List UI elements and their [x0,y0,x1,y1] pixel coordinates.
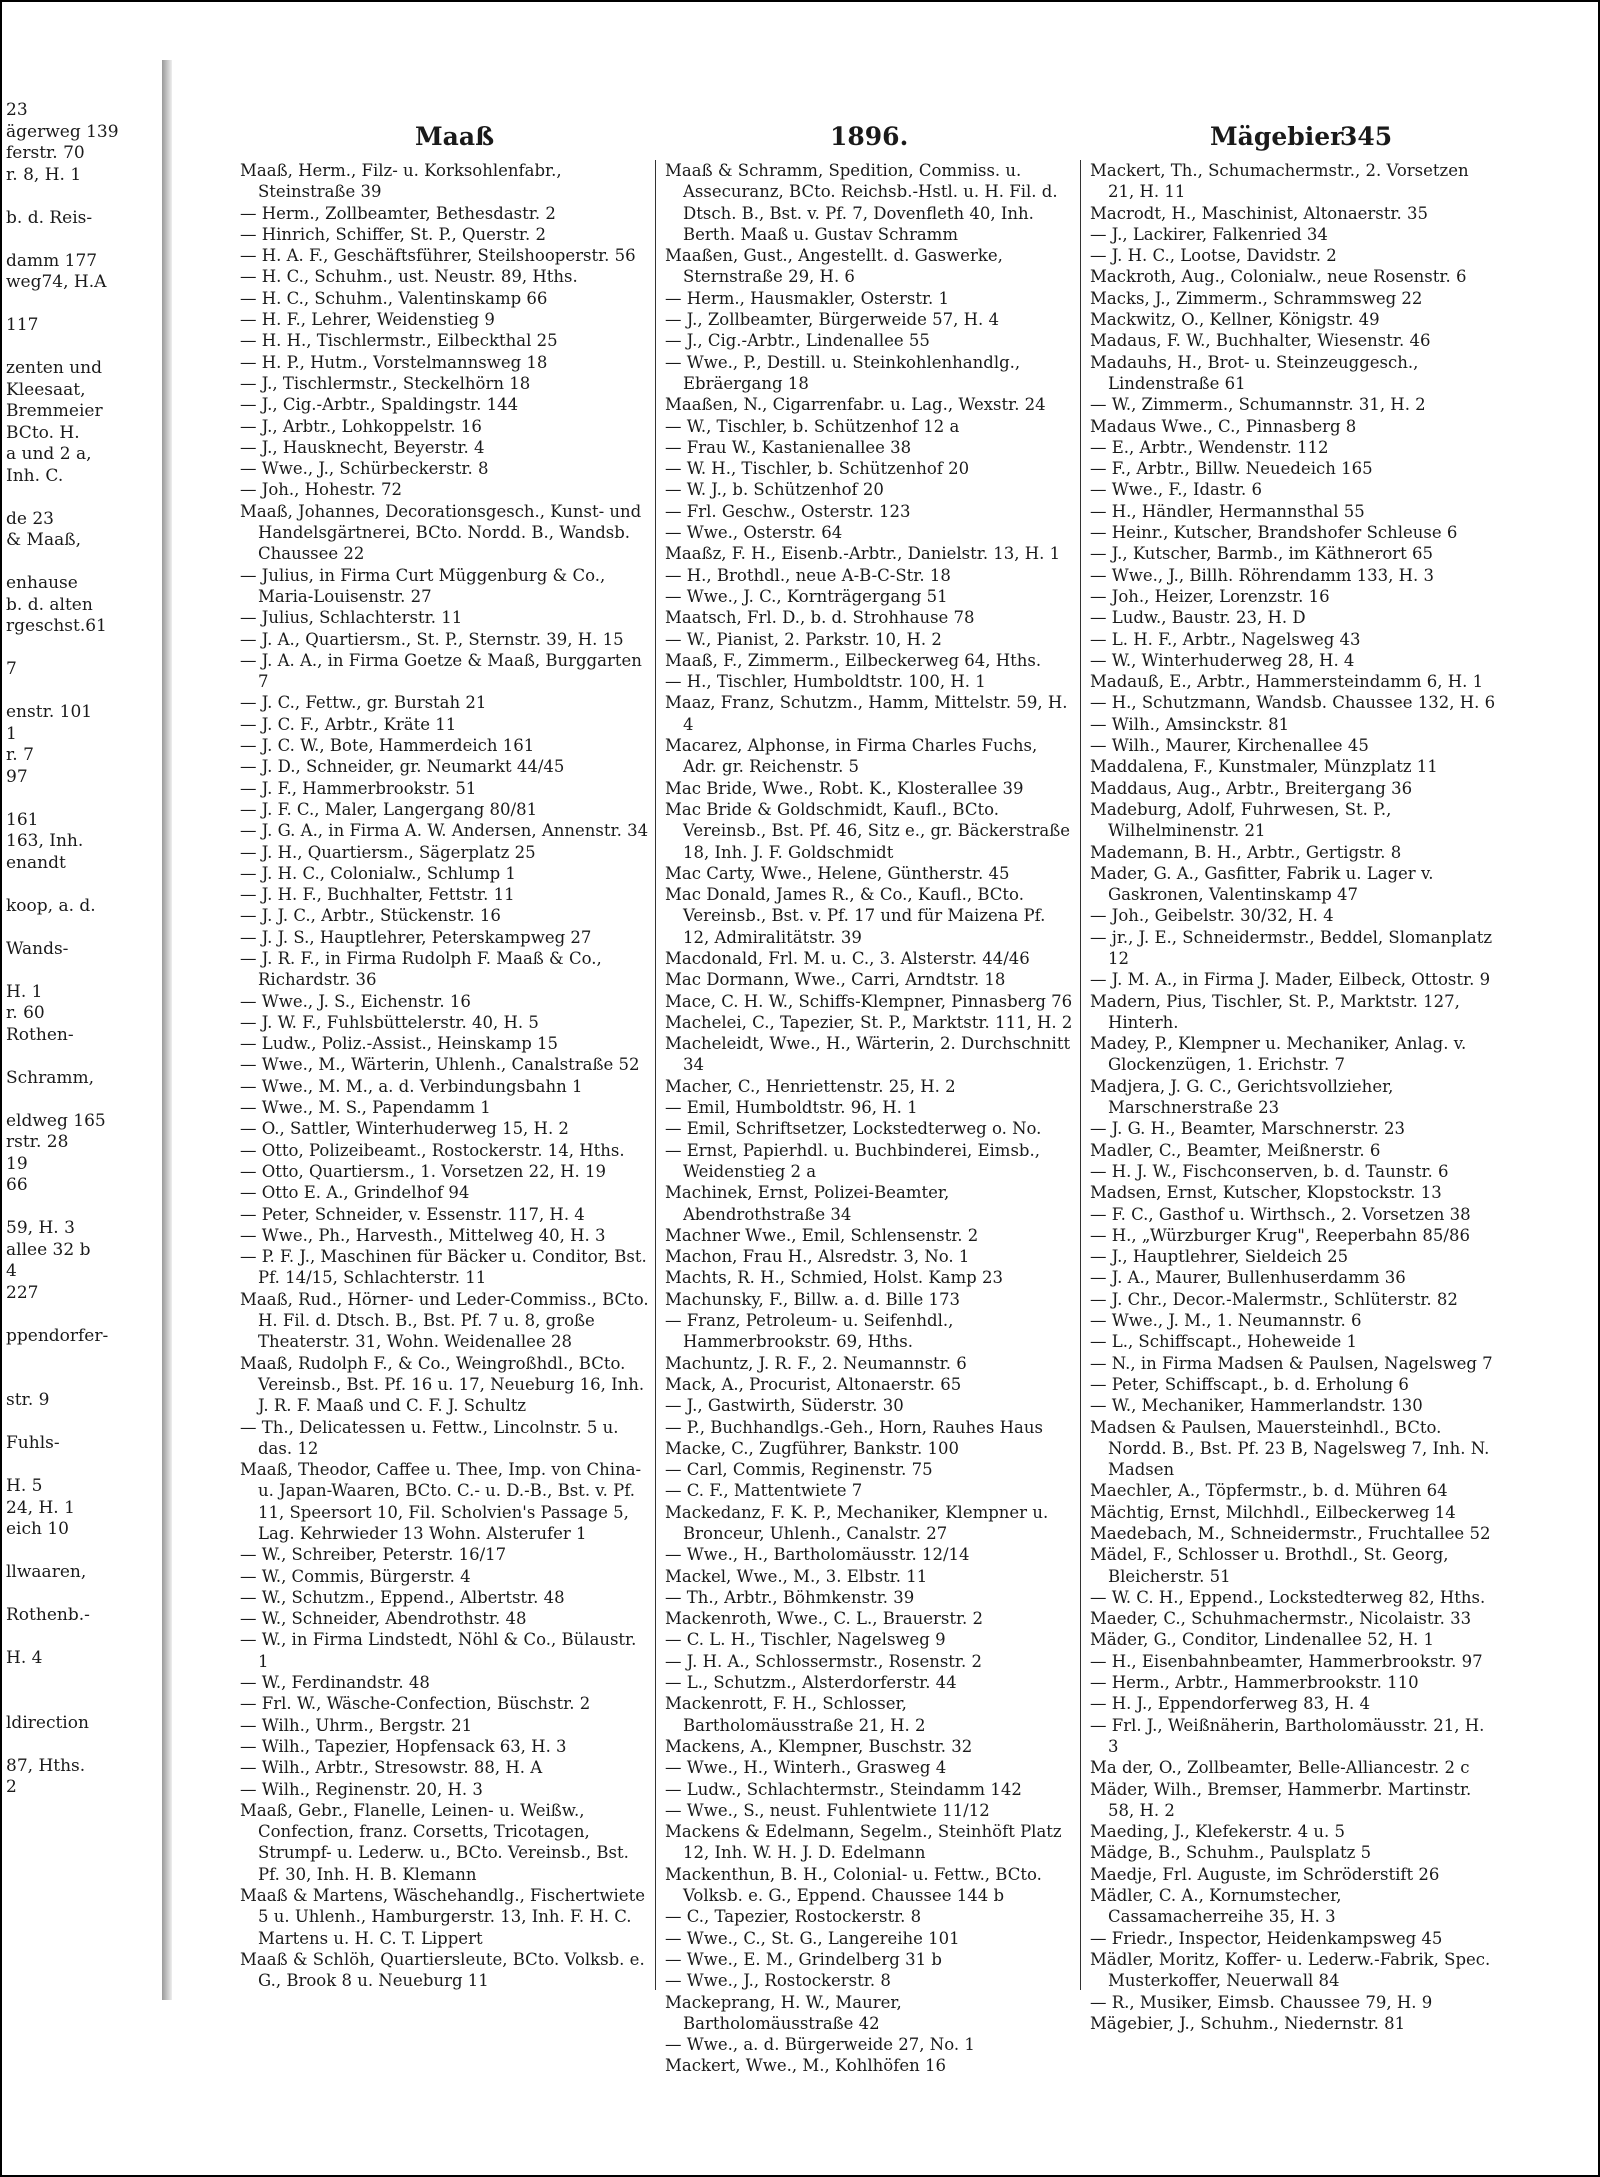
fragment-line [0,1691,162,1713]
directory-entry: Maaßen, N., Cigarrenfabr. u. Lag., Wexstr. 24 [665,395,1046,415]
fragment-line [0,917,162,939]
directory-entry: Maddaus, Aug., Arbtr., Breitergang 36 [1090,778,1413,798]
directory-entry: — Carl, Commis, Reginenstr. 75 [665,1460,933,1480]
directory-entry: — Friedr., Inspector, Heidenkampsweg 45 [1090,1928,1443,1948]
page-number: 345 [1340,122,1393,151]
directory-entry: — J., Kutscher, Barmb., im Käthnerort 65 [1090,544,1434,564]
column-2 [665,160,1075,2076]
directory-entry: — J. W. F., Fuhlsbüttelerstr. 40, H. 5 [240,1012,539,1032]
previous-page-fragment [0,100,165,1980]
directory-entry: Mackenrott, F. H., Schlosser, Bartholomäusstraße 21, H. 2 [665,1694,926,1735]
directory-entry: — J. C. F., Arbtr., Kräte 11 [240,714,457,734]
directory-entry: Mackert, Wwe., M., Kohlhöfen 16 [665,2056,946,2076]
directory-entry: — Hinrich, Schiffer, St. P., Querstr. 2 [240,224,546,244]
directory-entry: — Wwe., H., Bartholomäusstr. 12/14 [665,1545,970,1565]
fragment-line: b. d. Reis- [6,207,93,228]
directory-entry: — Wwe., M., Wärterin, Uhlenh., Canalstraße 52 [240,1055,640,1075]
directory-entry: — Franz, Petroleum- u. Seifenhdl., Hammerbrookstr. 69, Hths. [665,1311,954,1352]
directory-entry: Madler, C., Beamter, Meißnerstr. 6 [1090,1140,1381,1160]
directory-entry: — J. G. A., in Firma A. W. Andersen, Annenstr. 34 [240,821,649,841]
directory-entry: Macks, J., Zimmerm., Schrammsweg 22 [1090,288,1423,308]
directory-entry: — Otto, Quartiersm., 1. Vorsetzen 22, H. 19 [240,1161,607,1181]
directory-entry: — H. J., Eppendorferweg 83, H. 4 [1090,1694,1370,1714]
directory-entry: Macheleidt, Wwe., H., Wärterin, 2. Durchschnitt 34 [665,1034,1071,1075]
directory-entry: — Ludw., Poliz.-Assist., Heinskamp 15 [240,1034,558,1054]
directory-entry: — W. J., b. Schützenhof 20 [665,480,884,500]
directory-entry: — Wwe., Ph., Harvesth., Mittelweg 40, H. 3 [240,1225,606,1245]
directory-entry: — J., Tischlermstr., Steckelhörn 18 [240,373,531,393]
directory-entry: Mac Bride, Wwe., Robt. K., Klosterallee 39 [665,778,1024,798]
directory-entry: — J. F. C., Maler, Langergang 80/81 [240,799,538,819]
directory-entry: Maddalena, F., Kunstmaler, Münzplatz 11 [1090,757,1438,777]
directory-entry: Mac Dormann, Wwe., Carri, Arndtstr. 18 [665,970,1006,990]
fragment-line: Schramm, [6,1067,95,1088]
directory-entry: Macke, C., Zugführer, Bankstr. 100 [665,1438,959,1458]
fragment-line: 23 [6,100,28,120]
directory-entry: — J., Cig.-Arbtr., Spaldingstr. 144 [240,395,519,415]
directory-entry: — H. C., Schuhm., Valentinskamp 66 [240,288,548,308]
directory-entry: Madsen & Paulsen, Mauersteinhdl., BCto. Nordd. B., Bst. Pf. 23 B, Nagelsweg 7, Inh. N. Madsen [1090,1417,1490,1480]
directory-entry: Mäder, Wilh., Bremser, Hammerbr. Martinstr. 58, H. 2 [1090,1779,1472,1820]
directory-entry: Maaß, Herm., Filz- u. Korksohlenfabr., Steinstraße 39 [240,161,562,202]
directory-entry: — W., Mechaniker, Hammerlandstr. 130 [1090,1396,1423,1416]
directory-entry: Maedje, Frl. Auguste, im Schröderstift 26 [1090,1864,1440,1884]
directory-entry: — P. F. J., Maschinen für Bäcker u. Conditor, Bst. Pf. 14/15, Schlachterstr. 11 [240,1247,647,1288]
directory-entry: — Wwe., J., Rostockerstr. 8 [665,1971,891,1991]
fragment-line [0,874,162,896]
directory-entry: — Wwe., S., neust. Fuhlentwiete 11/12 [665,1800,990,1820]
directory-entry: — Peter, Schneider, v. Essenstr. 117, H. 4 [240,1204,585,1224]
directory-entry: Machelei, C., Tapezier, St. P., Marktstr. 111, H. 2 [665,1012,1073,1032]
directory-entry: Macher, C., Henriettenstr. 25, H. 2 [665,1076,956,1096]
fragment-line: rstr. 28 [6,1132,69,1152]
fragment-line: 59, H. 3 [6,1218,75,1238]
fragment-line: weg74, H.A [6,272,107,292]
directory-entry: — W. H., Tischler, b. Schützenhof 20 [665,459,970,479]
directory-entry: Madsen, Ernst, Kutscher, Klopstockstr. 13 [1090,1183,1442,1203]
directory-entry: — J. C. W., Bote, Hammerdeich 161 [240,736,535,756]
directory-entry: — Frl. W., Wäsche-Confection, Büschstr. 2 [240,1694,591,1714]
directory-entry: Mackwitz, O., Kellner, Königstr. 49 [1090,310,1380,330]
directory-entry: Maedebach, M., Schneidermstr., Fruchtallee 52 [1090,1524,1491,1543]
directory-entry: Macdonald, Frl. M. u. C., 3. Alsterstr. 44/46 [665,948,1030,968]
directory-entry: — Herm., Hausmakler, Osterstr. 1 [665,288,950,308]
directory-entry: Mackenthun, B. H., Colonial- u. Fettw., BCto. Volksb. e. G., Eppend. Chaussee 144 b [665,1864,1042,1906]
directory-entry: — W., Ferdinandstr. 48 [240,1673,430,1693]
directory-entry: — H. H., Tischlermstr., Eilbeckthal 25 [240,331,558,351]
directory-entry: Ma der, O., Zollbeamter, Belle-Alliancestr. 2 c [1090,1758,1470,1778]
directory-entry: — J. Chr., Decor.-Malermstr., Schlüterstr. 82 [1090,1289,1458,1309]
fragment-line: 117 [6,315,39,335]
directory-entry: — Julius, in Firma Curt Müggenburg & Co., Maria-Louisenstr. 27 [240,565,606,606]
directory-entry: — Joh., Hohestr. 72 [240,480,403,500]
fragment-line [0,1347,162,1369]
directory-entry: — J., Hausknecht, Beyerstr. 4 [240,437,485,457]
directory-entry: Machinek, Ernst, Polizei-Beamter, Abendrothstraße 34 [665,1183,950,1224]
directory-entry: — J. R. F., in Firma Rudolph F. Maaß & Co., Richardstr. 36 [240,948,602,990]
directory-entry: — P., Buchhandlgs.-Geh., Horn, Rauhes Haus [665,1417,1043,1437]
directory-entry: — J. H., Quartiersm., Sägerplatz 25 [240,842,536,862]
fragment-line: r. 60 [6,1003,45,1023]
header-year: 1896. [830,122,909,151]
directory-entry: Maaß, F., Zimmerm., Eilbeckerweg 64, Hths. [665,650,1042,670]
directory-entry: — J. J. S., Hauptlehrer, Peterskampweg 27 [240,927,592,947]
fragment-line [0,229,162,251]
directory-entry: Maeder, C., Schuhmachermstr., Nicolaistr. 33 [1090,1609,1472,1629]
directory-entry: — J., Hauptlehrer, Sieldeich 25 [1090,1247,1349,1267]
directory-entry: — Herm., Arbtr., Hammerbrookstr. 110 [1090,1673,1419,1693]
directory-entry: Mackel, Wwe., M., 3. Elbstr. 11 [665,1566,928,1586]
directory-entry: — Wwe., J. M., 1. Neumannstr. 6 [1090,1311,1362,1331]
fragment-line: ferstr. 70 [6,143,85,163]
directory-entry: — J., Gastwirth, Süderstr. 30 [665,1396,904,1416]
fragment-line: koop, a. d. [6,895,96,916]
directory-entry: Macarez, Alphonse, in Firma Charles Fuchs, Adr. gr. Reichenstr. 5 [665,736,1038,777]
directory-entry: — W., Tischler, b. Schützenhof 12 a [665,416,960,436]
directory-entry: — Ludw., Schlachtermstr., Steindamm 142 [665,1779,1022,1799]
directory-entry: — Wilh., Tapezier, Hopfensack 63, H. 3 [240,1736,567,1756]
directory-entry: — Wwe., H., Winterh., Grasweg 4 [665,1758,947,1778]
fragment-line: llwaaren, [6,1562,87,1582]
directory-entry: Madey, P., Klempner u. Mechaniker, Anlag. v. Glockenzügen, 1. Erichstr. 7 [1090,1034,1467,1075]
directory-entry: — J., Zollbeamter, Bürgerweide 57, H. 4 [665,310,999,330]
directory-entry: — H. P., Hutm., Vorstelmannsweg 18 [240,352,548,372]
directory-entry: — Wwe., P., Destill. u. Steinkohlenhandlg., Ebräergang 18 [665,352,1021,393]
column-3 [1090,160,1500,2033]
directory-entry: Maaß & Schlöh, Quartiersleute, BCto. Volksb. e. G., Brook 8 u. Neueburg 11 [240,1949,645,1991]
directory-entry: — Emil, Humboldtstr. 96, H. 1 [665,1098,918,1118]
directory-entry: — W., Schneider, Abendrothstr. 48 [240,1609,527,1629]
directory-entry: Mackeprang, H. W., Maurer, Bartholomäusstraße 42 [665,1992,902,2033]
directory-entry: — Wwe., J. C., Kornträgergang 51 [665,586,948,606]
fragment-line: 66 [6,1175,28,1195]
fragment-line: Bremmeier [6,401,103,421]
directory-entry: — W., Commis, Bürgerstr. 4 [240,1566,471,1586]
fragment-line: zenten und [6,358,102,378]
directory-entry: — Joh., Heizer, Lorenzstr. 16 [1090,586,1330,606]
directory-entry: — Wwe., M. S., Papendamm 1 [240,1098,491,1118]
directory-entry: — W., Schutzm., Eppend., Albertstr. 48 [240,1587,565,1607]
directory-entry: Maaß, Theodor, Caffee u. Thee, Imp. von China- u. Japan-Waaren, BCto. C.- u. D.-B., Bst. v. Pf. 11, Speersort 10, Fil. Scholvien's Passage 5, Lag. Kehrwieder 13 Wohn. Alsterufer 1 [240,1460,642,1543]
directory-entry: Mackenroth, Wwe., C. L., Brauerstr. 2 [665,1609,984,1629]
directory-entry: — F., Arbtr., Billw. Neuedeich 165 [1090,459,1373,479]
fragment-line [0,1541,162,1563]
directory-entry: Macrodt, H., Maschinist, Altonaerstr. 35 [1090,203,1428,223]
directory-entry: — Wwe., a. d. Bürgerweide 27, No. 1 [665,2035,975,2055]
directory-entry: — Th., Arbtr., Böhmkenstr. 39 [665,1587,915,1607]
directory-entry: — Frau W., Kastanienallee 38 [665,437,912,457]
fragment-line: & Maaß, [6,530,81,550]
fragment-line [0,552,162,574]
fragment-line [0,1455,162,1477]
directory-entry: Maatsch, Frl. D., b. d. Strohhause 78 [665,608,975,628]
directory-entry: Maaß & Martens, Wäschehandlg., Fischertwiete 5 u. Uhlenh., Hamburgerstr. 13, Inh. F. H. C. Martens u. H. C. T. Lippert [240,1886,645,1948]
directory-entry: Madeburg, Adolf, Fuhrwesen, St. P., Wilhelminenstr. 21 [1090,799,1392,841]
directory-entry: Mader, G. A., Gasfitter, Fabrik u. Lager v. Gaskronen, Valentinskamp 47 [1090,863,1434,905]
page-header [240,122,1540,156]
directory-entry: — Ernst, Papierhdl. u. Buchbinderei, Eimsb., Weidenstieg 2 a [665,1140,1040,1181]
directory-page [240,60,1540,2076]
fragment-line: H. 4 [6,1648,43,1668]
fragment-line: BCto. H. [6,422,80,443]
directory-entry: — Emil, Schriftsetzer, Lockstedterweg o. No. [665,1119,1042,1139]
directory-entry: — H., Tischler, Humboldtstr. 100, H. 1 [665,672,986,692]
fragment-line [0,1369,162,1391]
directory-entry: Machunsky, F., Billw. a. d. Bille 173 [665,1289,961,1309]
directory-entry: Madauhs, H., Brot- u. Steinzeuggesch., Lindenstraße 61 [1090,352,1419,393]
directory-entry: Maaß, Johannes, Decorationsgesch., Kunst- und Handelsgärtnerei, BCto. Nordd. B., Wandsb. Chaussee 22 [240,501,642,564]
directory-entry: — J. H. C., Colonialw., Schlump 1 [240,863,516,883]
fragment-line: 7 [6,659,17,679]
fragment-line: eich 10 [6,1519,70,1539]
header-first-entry: Maaß [415,122,495,151]
directory-entry: — W., Pianist, 2. Parkstr. 10, H. 2 [665,629,942,649]
directory-entry: — E., Arbtr., Wendenstr. 112 [1090,437,1329,457]
fragment-line: ppendorfer- [6,1325,109,1346]
fragment-line: ldirection [6,1712,89,1733]
fragment-line: a und 2 a, [6,444,92,464]
directory-entry: Mädler, Moritz, Koffer- u. Lederw.-Fabrik, Spec. Musterkoffer, Neuerwall 84 [1090,1949,1491,1991]
fragment-line [0,186,162,208]
directory-entry: Madern, Pius, Tischler, St. P., Marktstr. 127, Hinterh. [1090,991,1460,1032]
directory-entry: — W., Zimmerm., Schumannstr. 31, H. 2 [1090,395,1426,415]
directory-entry: — Peter, Schiffscapt., b. d. Erholung 6 [1090,1374,1409,1394]
directory-entry: — Ludw., Baustr. 23, H. D [1090,608,1306,628]
directory-entry: — W., in Firma Lindstedt, Nöhl & Co., Bülaustr. 1 [240,1630,637,1671]
fragment-line: 161 [6,809,39,830]
directory-entry: Machuntz, J. R. F., 2. Neumannstr. 6 [665,1353,967,1373]
fragment-line [0,681,162,703]
fragment-line: Kleesaat, [6,379,86,400]
directory-entry: — Wwe., Osterstr. 64 [665,523,843,543]
directory-entry: — W., Winterhuderweg 28, H. 4 [1090,650,1355,670]
directory-entry: Maaß, Rud., Hörner- und Leder-Commiss., BCto. H. Fil. d. Dtsch. B., Bst. Pf. 7 u. 8, große Theaterstr. 31, Wohn. Weidenallee 28 [240,1289,649,1352]
directory-entry: — W. C. H., Eppend., Lockstedterweg 82, Hths. [1090,1587,1486,1607]
directory-entry: — Wwe., J., Billh. Röhrendamm 133, H. 3 [1090,565,1435,585]
directory-entry: — Wilh., Amsinckstr. 81 [1090,714,1290,734]
directory-entry: Madaus, F. W., Buchhalter, Wiesenstr. 46 [1090,331,1431,351]
fragment-line [0,1412,162,1434]
directory-entry: Mädel, F., Schlosser u. Brothdl., St. Georg, Bleicherstr. 51 [1090,1545,1449,1586]
column-1 [240,160,650,2000]
fragment-line: enstr. 101 [6,702,93,722]
column-divider [655,160,656,1990]
directory-entry: — Frl. J., Weißnäherin, Bartholomäusstr. 21, H. 3 [1090,1715,1485,1756]
fragment-line: 24, H. 1 [6,1497,75,1518]
directory-entry: Machner Wwe., Emil, Schlensenstr. 2 [665,1225,979,1245]
directory-entry: — Wwe., J. S., Eichenstr. 16 [240,991,471,1011]
fragment-line [0,487,162,509]
directory-entry: Mack, A., Procurist, Altonaerstr. 65 [665,1374,962,1394]
fragment-line: r. 8, H. 1 [6,164,82,185]
fragment-line: 97 [6,766,28,787]
directory-entry: — H. J. W., Fischconserven, b. d. Taunstr. 6 [1090,1161,1449,1181]
fragment-line: 1 [6,723,17,744]
directory-entry: Mackert, Th., Schumachermstr., 2. Vorsetzen 21, H. 11 [1090,161,1469,202]
directory-entry: — J., Arbtr., Lohkoppelstr. 16 [240,416,482,436]
directory-entry: Madauß, E., Arbtr., Hammersteindamm 6, H. 1 [1090,672,1484,692]
directory-entry: — H., Schutzmann, Wandsb. Chaussee 132, H. 6 [1090,693,1496,713]
directory-entry: — J. A., Quartiersm., St. P., Sternstr. 39, H. 15 [240,629,624,649]
directory-entry: Machon, Frau H., Alsredstr. 3, No. 1 [665,1247,970,1267]
directory-entry: — C., Tapezier, Rostockerstr. 8 [665,1907,922,1927]
fragment-line [0,1734,162,1756]
directory-entry: Madaus Wwe., C., Pinnasberg 8 [1090,416,1357,436]
fragment-line [0,337,162,359]
fragment-line: Rothen- [6,1024,74,1045]
directory-entry: Mädler, C. A., Kornumstecher, Cassamacherreihe 35, H. 3 [1090,1886,1342,1927]
directory-entry: Mac Carty, Wwe., Helene, Güntherstr. 45 [665,863,1010,883]
directory-entry: — Julius, Schlachterstr. 11 [240,608,463,628]
directory-entry: — O., Sattler, Winterhuderweg 15, H. 2 [240,1119,569,1139]
fragment-line [0,638,162,660]
directory-entry: — Wwe., E. M., Grindelberg 31 b [665,1949,942,1969]
directory-entry: — H. F., Lehrer, Weidenstieg 9 [240,310,495,330]
directory-entry: — J., Lackirer, Falkenried 34 [1090,224,1328,244]
directory-entry: Mackens & Edelmann, Segelm., Steinhöft Platz 12, Inh. W. H. J. D. Edelmann [665,1822,1062,1863]
fragment-line: eldweg 165 [6,1110,106,1131]
fragment-line: r. 7 [6,745,34,765]
directory-entry: — Wwe., F., Idastr. 6 [1090,480,1263,500]
directory-entry: — J. A. A., in Firma Goetze & Maaß, Burggarten 7 [240,650,642,692]
fragment-line [0,294,162,316]
fragment-line: rgeschst.61 [6,616,107,636]
fragment-line [0,1089,162,1111]
directory-entry: Maaßen, Gust., Angestellt. d. Gaswerke, Sternstraße 29, H. 6 [665,246,1003,287]
directory-entry: — H., Brothdl., neue A-B-C-Str. 18 [665,565,951,585]
directory-entry: Maeding, J., Klefekerstr. 4 u. 5 [1090,1822,1345,1842]
fragment-line [0,1584,162,1606]
fragment-line: H. 5 [6,1476,43,1496]
fragment-line: Wands- [6,938,69,959]
directory-entry: Mac Donald, James R., & Co., Kaufl., BCto. Vereinsb., Bst. v. Pf. 17 und für Maizena Pf. 12, Admiralitätstr. 39 [665,885,1046,947]
directory-entry: — Th., Delicatessen u. Fettw., Lincolnstr. 5 u. das. 12 [240,1417,619,1458]
directory-entry: — H., Eisenbahnbeamter, Hammerbrookstr. 97 [1090,1651,1483,1671]
book-gutter [162,60,172,2000]
directory-entry: — H. A. F., Geschäftsführer, Steilshooperstr. 56 [240,246,636,266]
fragment-line: 19 [6,1153,28,1174]
fragment-line: de 23 [6,508,54,529]
directory-entry: — Wwe., J., Schürbeckerstr. 8 [240,459,489,479]
directory-entry: — J. D., Schneider, gr. Neumarkt 44/45 [240,757,565,777]
directory-entry: — L. H. F., Arbtr., Nagelsweg 43 [1090,629,1361,649]
directory-entry: — J. G. H., Beamter, Marschnerstr. 23 [1090,1119,1405,1139]
directory-entry: — H. C., Schuhm., ust. Neustr. 89, Hths. [240,267,578,287]
directory-entry: — H., „Würzburger Krug", Reeperbahn 85/86 [1090,1225,1470,1245]
directory-entry: Maaßz, F. H., Eisenb.-Arbtr., Danielstr. 13, H. 1 [665,544,1061,564]
fragment-line [0,1670,162,1692]
fragment-line [0,1197,162,1219]
directory-entry: — J., Cig.-Arbtr., Lindenallee 55 [665,331,930,351]
directory-entry: — C. F., Mattentwiete 7 [665,1481,863,1501]
directory-entry: Mademann, B. H., Arbtr., Gertigstr. 8 [1090,842,1402,862]
directory-entry: Mackens, A., Klempner, Buschstr. 32 [665,1736,973,1756]
fragment-line [0,960,162,982]
directory-entry: — L., Schiffscapt., Hoheweide 1 [1090,1332,1358,1352]
directory-entry: — L., Schutzm., Alsterdorferstr. 44 [665,1673,957,1693]
directory-entry: — Wilh., Arbtr., Stresowstr. 88, H. A [240,1758,543,1778]
fragment-line: 87, Hths. [6,1755,86,1776]
fragment-line: 163, Inh. [6,831,84,851]
directory-entry: — Wilh., Reginenstr. 20, H. 3 [240,1779,483,1799]
fragment-line [0,1304,162,1326]
directory-entry: — N., in Firma Madsen & Paulsen, Nagelsweg 7 [1090,1353,1493,1373]
directory-entry: Mäder, G., Conditor, Lindenallee 52, H. 1 [1090,1630,1434,1650]
fragment-line: allee 32 b [6,1239,91,1260]
fragment-line: Rothenb.- [6,1605,90,1625]
directory-entry: Mac Bride & Goldschmidt, Kaufl., BCto. Vereinsb., Bst. Pf. 46, Sitz e., gr. Bäckerstraße 18, Inh. J. F. Goldschmidt [665,799,1071,862]
directory-entry: — J. A., Maurer, Bullenhuserdamm 36 [1090,1268,1406,1288]
fragment-line: 4 [6,1261,17,1281]
directory-entry: — J. F., Hammerbrookstr. 51 [240,778,477,798]
fragment-line: enandt [6,852,66,873]
directory-entry: Mackroth, Aug., Colonialw., neue Rosenstr. 6 [1090,267,1467,287]
directory-entry: — F. C., Gasthof u. Wirthsch., 2. Vorsetzen 38 [1090,1204,1471,1224]
directory-entry: — J. H. C., Lootse, Davidstr. 2 [1090,246,1337,266]
directory-entry: — Herm., Zollbeamter, Bethesdastr. 2 [240,203,556,223]
fragment-line: Inh. C. [6,465,64,486]
fragment-line [0,1627,162,1649]
fragment-line: 2 [6,1777,17,1797]
directory-entry: — J. J. C., Arbtr., Stückenstr. 16 [240,906,501,926]
fragment-line: H. 1 [6,981,43,1002]
directory-entry: — Joh., Geibelstr. 30/32, H. 4 [1090,906,1334,926]
directory-entry: — J. H. A., Schlossermstr., Rosenstr. 2 [665,1651,982,1671]
directory-entry: — Otto E. A., Grindelhof 94 [240,1183,470,1203]
directory-entry: Maaz, Franz, Schutzm., Hamm, Mittelstr. 59, H. 4 [665,693,1068,734]
fragment-line: 227 [6,1282,39,1303]
directory-entry: — R., Musiker, Eimsb. Chaussee 79, H. 9 [1090,1992,1433,2012]
fragment-line: Fuhls- [6,1433,60,1453]
directory-entry: — jr., J. E., Schneidermstr., Beddel, Slomanplatz 12 [1090,927,1493,968]
directory-entry: Mächtig, Ernst, Milchhdl., Eilbeckerweg 14 [1090,1502,1456,1522]
directory-entry: — J. M. A., in Firma J. Mader, Eilbeck, Ottostr. 9 [1090,970,1491,990]
directory-entry: Maechler, A., Töpfermstr., b. d. Mühren 64 [1090,1481,1448,1501]
fragment-line: b. d. alten [6,594,93,615]
directory-entry: — H., Händler, Hermannsthal 55 [1090,501,1365,521]
fragment-line: enhause [6,573,78,593]
header-last-entry: Mägebier [1210,122,1344,151]
column-divider [1080,160,1081,1990]
directory-entry: — Wwe., M. M., a. d. Verbindungsbahn 1 [240,1076,583,1096]
directory-entry: Machts, R. H., Schmied, Holst. Kamp 23 [665,1268,1003,1288]
directory-entry: — J. H. F., Buchhalter, Fettstr. 11 [240,885,515,905]
directory-entry: Maaß, Gebr., Flanelle, Leinen- u. Weißw., Confection, franz. Corsetts, Tricotagen, Strumpf- u. Lederw. u., BCto. Vereinsb., Bst. Pf. 30, Inh. H. B. Klemann [240,1800,629,1884]
fragment-line: damm 177 [6,250,98,271]
fragment-line: str. 9 [6,1390,50,1410]
directory-entry: — C. L. H., Tischler, Nagelsweg 9 [665,1630,946,1650]
directory-entry: — W., Schreiber, Peterstr. 16/17 [240,1545,507,1565]
directory-entry: — Wwe., C., St. G., Langereihe 101 [665,1928,960,1948]
fragment-line [0,1046,162,1068]
directory-entry: Mace, C. H. W., Schiffs-Klempner, Pinnasberg 76 [665,991,1073,1011]
directory-entry: — J. C., Fettw., gr. Burstah 21 [240,693,487,713]
directory-entry: — Wilh., Maurer, Kirchenallee 45 [1090,736,1369,756]
directory-entry: Maaß & Schramm, Spedition, Commiss. u. Assecuranz, BCto. Reichsb.-Hstl. u. H. Fil. d. Dtsch. B., Bst. v. Pf. 7, Dovenfleth 40, Inh. Berth. Maaß u. Gustav Schramm [665,161,1058,244]
directory-entry: — Frl. Geschw., Osterstr. 123 [665,501,911,521]
directory-entry: Mädge, B., Schuhm., Paulsplatz 5 [1090,1843,1372,1863]
directory-entry: Mackedanz, F. K. P., Mechaniker, Klempner u. Bronceur, Uhlenh., Canalstr. 27 [665,1502,1049,1543]
fragment-line [0,788,162,810]
directory-entry: — Heinr., Kutscher, Brandshofer Schleuse 6 [1090,523,1458,543]
directory-entry: Mägebier, J., Schuhm., Niedernstr. 81 [1090,2013,1406,2033]
directory-entry: Maaß, Rudolph F., & Co., Weingroßhdl., BCto. Vereinsb., Bst. Pf. 16 u. 17, Neueburg 16, Inh. J. R. F. Maaß und C. F. J. Schultz [240,1353,645,1416]
fragment-line: ägerweg 139 [6,121,119,142]
directory-entry: — Otto, Polizeibeamt., Rostockerstr. 14, Hths. [240,1140,625,1160]
directory-entry: — Wilh., Uhrm., Bergstr. 21 [240,1715,473,1735]
directory-entry: Madjera, J. G. C., Gerichtsvollzieher, Marschnerstraße 23 [1090,1076,1394,1118]
